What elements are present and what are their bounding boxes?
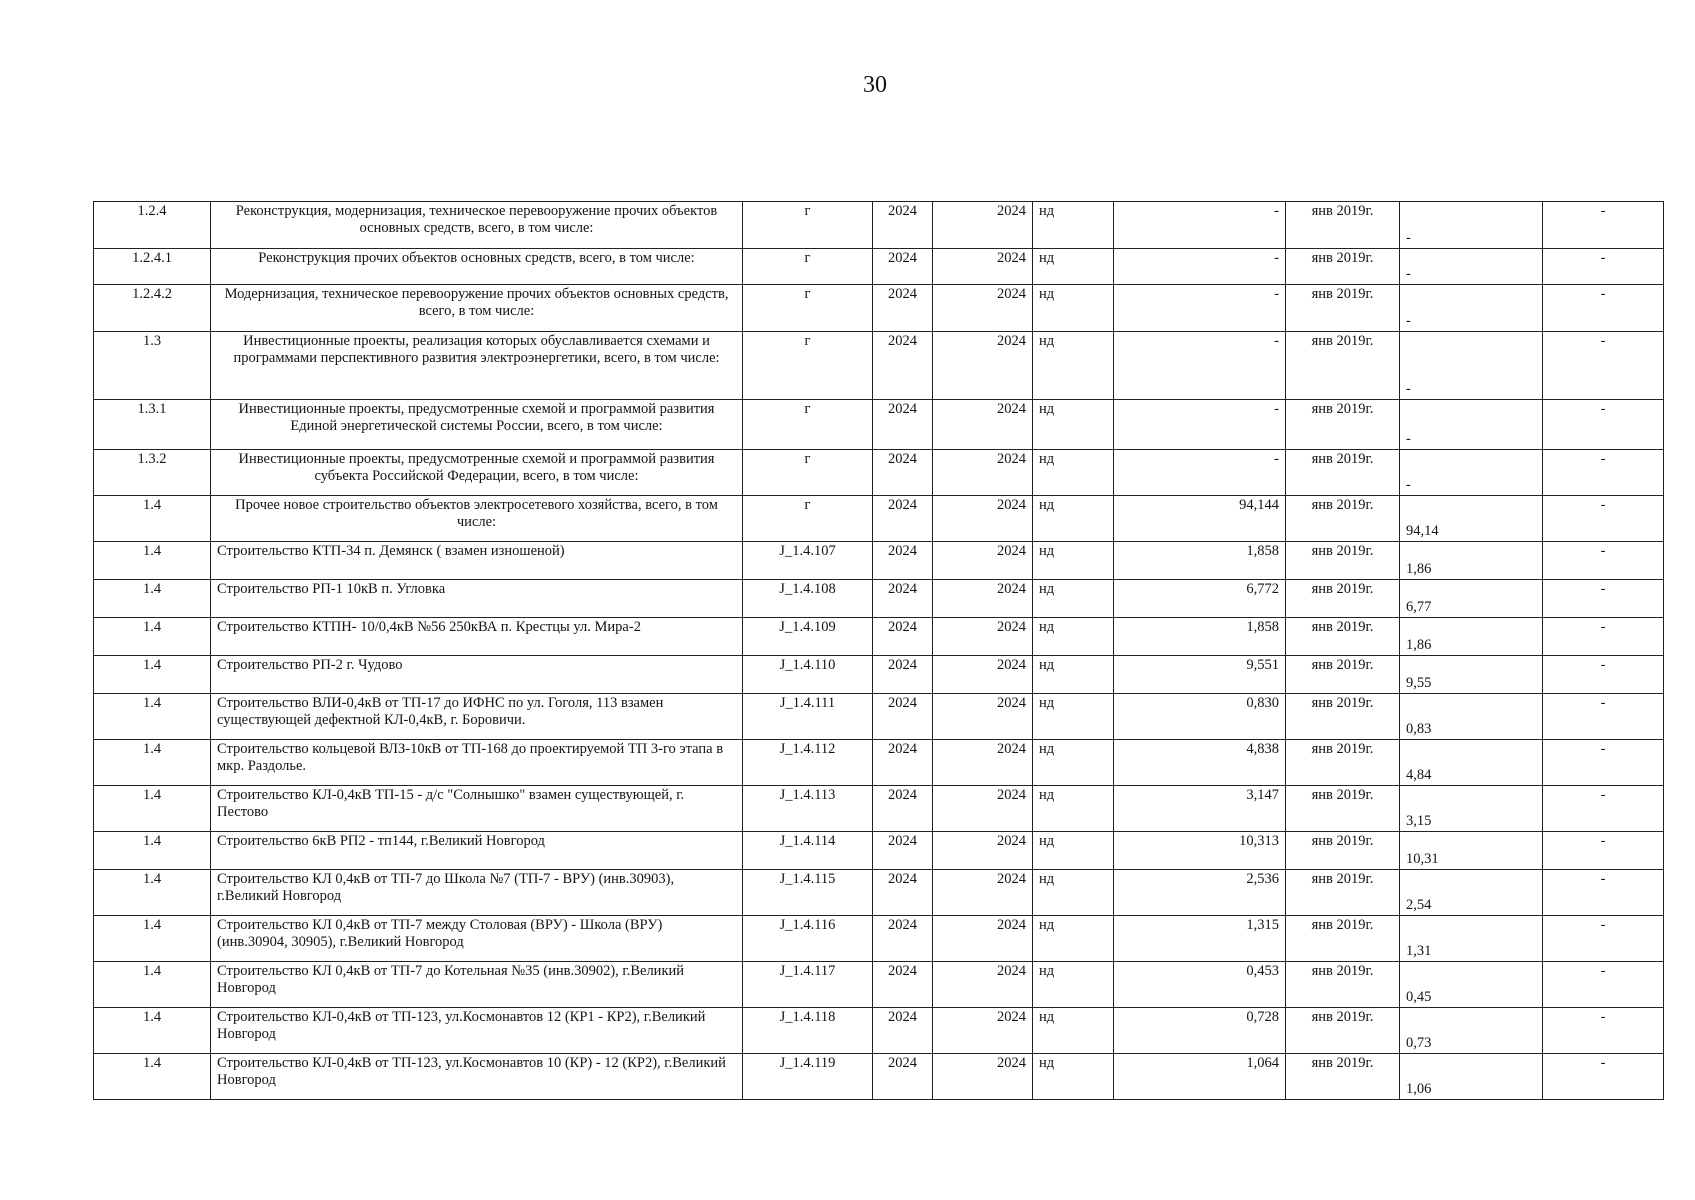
project-name: Прочее новое строительство объектов электросетевого хозяйства, всего, в том числе: [211,496,743,542]
project-name: Реконструкция, модернизация, техническое перевооружение прочих объектов основных средств, всего, в том числе: [211,202,743,249]
cost-rounded-text: - [1406,381,1411,397]
price-date: янв 2019г. [1286,202,1400,249]
start-year: 2024 [873,496,933,542]
end-year: 2024 [933,962,1033,1008]
end-year: 2024 [933,740,1033,786]
extra-value: - [1543,1008,1664,1054]
extra-value: - [1543,400,1664,450]
extra-value: - [1543,832,1664,870]
cost-rounded [1400,656,1543,694]
cost-rounded-text: 2,54 [1406,897,1432,913]
price-date: янв 2019г. [1286,832,1400,870]
project-code: г [743,496,873,542]
end-year: 2024 [933,400,1033,450]
project-name: Строительство КЛ-0,4кВ от ТП-123, ул.Космонавтов 10 (КР) - 12 (КР2), г.Великий Новгород [211,1054,743,1100]
cost-value: 0,830 [1114,694,1286,740]
cost-rounded [1400,694,1543,740]
price-date: янв 2019г. [1286,1054,1400,1100]
price-date: янв 2019г. [1286,786,1400,832]
nd-status: нд [1033,332,1114,400]
nd-status: нд [1033,400,1114,450]
project-name: Инвестиционные проекты, реализация которых обуславливается схемами и программами перспективного развития электроэнергетики, всего, в том числе: [211,332,743,400]
investment-projects-table [93,201,1664,1100]
cost-rounded [1400,496,1543,542]
project-code: г [743,332,873,400]
cost-rounded-text: 1,86 [1406,637,1432,653]
cost-rounded-text: 9,55 [1406,675,1432,691]
end-year: 2024 [933,618,1033,656]
extra-value: - [1543,694,1664,740]
cost-rounded-text: 3,15 [1406,813,1432,829]
table-row [94,202,1664,249]
cost-value: 0,728 [1114,1008,1286,1054]
cost-rounded-text: 0,83 [1406,721,1432,737]
extra-value: - [1543,740,1664,786]
end-year: 2024 [933,870,1033,916]
project-name: Строительство 6кВ РП2 - тп144, г.Великий Новгород [211,832,743,870]
row-number: 1.4 [94,496,211,542]
nd-status: нд [1033,202,1114,249]
start-year: 2024 [873,542,933,580]
end-year: 2024 [933,332,1033,400]
project-code: J_1.4.114 [743,832,873,870]
end-year: 2024 [933,580,1033,618]
cost-value: 1,858 [1114,542,1286,580]
project-name: Строительство КЛ 0,4кВ от ТП-7 до Школа №7 (ТП-7 - ВРУ) (инв.30903), г.Великий Новгород [211,870,743,916]
table-row [94,580,1664,618]
cost-rounded [1400,870,1543,916]
project-code: J_1.4.109 [743,618,873,656]
end-year: 2024 [933,916,1033,962]
table-row [94,1008,1664,1054]
row-number: 1.4 [94,1054,211,1100]
cost-rounded [1400,202,1543,249]
row-number: 1.4 [94,542,211,580]
project-code: J_1.4.117 [743,962,873,1008]
start-year: 2024 [873,786,933,832]
table-row [94,542,1664,580]
project-code: г [743,249,873,285]
project-code: J_1.4.110 [743,656,873,694]
row-number: 1.4 [94,916,211,962]
project-name: Строительство РП-1 10кВ п. Угловка [211,580,743,618]
row-number: 1.3.1 [94,400,211,450]
cost-rounded [1400,580,1543,618]
project-name: Строительство кольцевой ВЛЗ-10кВ от ТП-168 до проектируемой ТП 3-го этапа в мкр. Раздолье. [211,740,743,786]
table-row [94,832,1664,870]
row-number: 1.3.2 [94,450,211,496]
cost-value: - [1114,332,1286,400]
cost-rounded [1400,832,1543,870]
price-date: янв 2019г. [1286,542,1400,580]
extra-value: - [1543,656,1664,694]
project-name: Реконструкция прочих объектов основных средств, всего, в том числе: [211,249,743,285]
end-year: 2024 [933,450,1033,496]
project-code: г [743,285,873,332]
nd-status: нд [1033,962,1114,1008]
extra-value: - [1543,496,1664,542]
cost-rounded [1400,740,1543,786]
extra-value: - [1543,249,1664,285]
cost-value: - [1114,400,1286,450]
cost-value: - [1114,450,1286,496]
cost-rounded-text: 0,45 [1406,989,1432,1005]
end-year: 2024 [933,832,1033,870]
start-year: 2024 [873,285,933,332]
project-name: Строительство КЛ-0,4кВ ТП-15 - д/с "Солнышко" взамен существующей, г. Пестово [211,786,743,832]
table-row [94,400,1664,450]
end-year: 2024 [933,1008,1033,1054]
table-row [94,285,1664,332]
end-year: 2024 [933,496,1033,542]
project-name: Модернизация, техническое перевооружение прочих объектов основных средств, всего, в том числе: [211,285,743,332]
cost-rounded [1400,400,1543,450]
start-year: 2024 [873,1008,933,1054]
price-date: янв 2019г. [1286,400,1400,450]
project-code: J_1.4.113 [743,786,873,832]
cost-rounded [1400,962,1543,1008]
cost-rounded [1400,542,1543,580]
table-row [94,1054,1664,1100]
start-year: 2024 [873,332,933,400]
price-date: янв 2019г. [1286,656,1400,694]
project-name: Строительство КЛ-0,4кВ от ТП-123, ул.Космонавтов 12 (КР1 - КР2), г.Великий Новгород [211,1008,743,1054]
row-number: 1.4 [94,870,211,916]
cost-rounded-text: 1,06 [1406,1081,1432,1097]
row-number: 1.2.4 [94,202,211,249]
cost-value: 4,838 [1114,740,1286,786]
cost-rounded [1400,916,1543,962]
row-number: 1.4 [94,832,211,870]
cost-value: 0,453 [1114,962,1286,1008]
end-year: 2024 [933,694,1033,740]
start-year: 2024 [873,832,933,870]
table-body [94,202,1664,1100]
row-number: 1.4 [94,1008,211,1054]
cost-rounded-text: - [1406,266,1411,282]
table-row [94,694,1664,740]
cost-rounded-text: 4,84 [1406,767,1432,783]
project-code: J_1.4.118 [743,1008,873,1054]
table-row [94,656,1664,694]
start-year: 2024 [873,916,933,962]
start-year: 2024 [873,870,933,916]
table-row [94,786,1664,832]
cost-rounded-text: - [1406,313,1411,329]
price-date: янв 2019г. [1286,496,1400,542]
extra-value: - [1543,916,1664,962]
nd-status: нд [1033,694,1114,740]
price-date: янв 2019г. [1286,694,1400,740]
start-year: 2024 [873,202,933,249]
nd-status: нд [1033,870,1114,916]
cost-value: 9,551 [1114,656,1286,694]
table-row [94,450,1664,496]
cost-rounded [1400,332,1543,400]
start-year: 2024 [873,618,933,656]
cost-rounded-text: 1,86 [1406,561,1432,577]
price-date: янв 2019г. [1286,249,1400,285]
project-code: г [743,202,873,249]
table-row [94,618,1664,656]
cost-rounded-text: 1,31 [1406,943,1432,959]
start-year: 2024 [873,962,933,1008]
cost-value: - [1114,202,1286,249]
project-name: Строительство ВЛИ-0,4кВ от ТП-17 до ИФНС по ул. Гоголя, 113 взамен существующей дефектной КЛ-0,4кВ, г. Боровичи. [211,694,743,740]
table-row [94,249,1664,285]
project-code: J_1.4.115 [743,870,873,916]
project-code: J_1.4.119 [743,1054,873,1100]
cost-rounded-text: - [1406,230,1411,246]
cost-rounded-text: 94,14 [1406,523,1439,539]
extra-value: - [1543,1054,1664,1100]
extra-value: - [1543,870,1664,916]
table-row [94,962,1664,1008]
end-year: 2024 [933,542,1033,580]
nd-status: нд [1033,1008,1114,1054]
cost-rounded-text: 10,31 [1406,851,1439,867]
row-number: 1.4 [94,618,211,656]
cost-value: 94,144 [1114,496,1286,542]
project-name: Строительство КТПН- 10/0,4кВ №56 250кВА п. Крестцы ул. Мира-2 [211,618,743,656]
project-name: Строительство РП-2 г. Чудово [211,656,743,694]
cost-value: 10,313 [1114,832,1286,870]
start-year: 2024 [873,694,933,740]
price-date: янв 2019г. [1286,618,1400,656]
table-row [94,496,1664,542]
row-number: 1.3 [94,332,211,400]
cost-value: 1,315 [1114,916,1286,962]
table-row [94,740,1664,786]
cost-rounded-text: 6,77 [1406,599,1432,615]
nd-status: нд [1033,450,1114,496]
nd-status: нд [1033,656,1114,694]
table-row [94,332,1664,400]
nd-status: нд [1033,285,1114,332]
row-number: 1.4 [94,740,211,786]
cost-rounded [1400,1008,1543,1054]
project-code: J_1.4.112 [743,740,873,786]
extra-value: - [1543,542,1664,580]
table-row [94,916,1664,962]
nd-status: нд [1033,916,1114,962]
cost-value: - [1114,249,1286,285]
extra-value: - [1543,202,1664,249]
end-year: 2024 [933,786,1033,832]
row-number: 1.4 [94,656,211,694]
start-year: 2024 [873,400,933,450]
cost-value: - [1114,285,1286,332]
row-number: 1.4 [94,962,211,1008]
nd-status: нд [1033,618,1114,656]
cost-value: 2,536 [1114,870,1286,916]
end-year: 2024 [933,202,1033,249]
nd-status: нд [1033,496,1114,542]
end-year: 2024 [933,656,1033,694]
nd-status: нд [1033,786,1114,832]
price-date: янв 2019г. [1286,870,1400,916]
cost-rounded [1400,786,1543,832]
project-code: J_1.4.107 [743,542,873,580]
table-row [94,870,1664,916]
cost-rounded [1400,618,1543,656]
project-name: Инвестиционные проекты, предусмотренные схемой и программой развития Единой энергетической системы России, всего, в том числе: [211,400,743,450]
price-date: янв 2019г. [1286,580,1400,618]
nd-status: нд [1033,832,1114,870]
project-code: г [743,400,873,450]
row-number: 1.2.4.1 [94,249,211,285]
price-date: янв 2019г. [1286,285,1400,332]
row-number: 1.4 [94,694,211,740]
price-date: янв 2019г. [1286,916,1400,962]
price-date: янв 2019г. [1286,962,1400,1008]
nd-status: нд [1033,249,1114,285]
project-code: J_1.4.108 [743,580,873,618]
price-date: янв 2019г. [1286,450,1400,496]
nd-status: нд [1033,580,1114,618]
cost-rounded [1400,450,1543,496]
extra-value: - [1543,332,1664,400]
cost-rounded [1400,285,1543,332]
project-name: Строительство КТП-34 п. Демянск ( взамен изношеной) [211,542,743,580]
row-number: 1.4 [94,786,211,832]
price-date: янв 2019г. [1286,740,1400,786]
extra-value: - [1543,580,1664,618]
cost-rounded-text: - [1406,477,1411,493]
start-year: 2024 [873,450,933,496]
project-name: Строительство КЛ 0,4кВ от ТП-7 между Столовая (ВРУ) - Школа (ВРУ) (инв.30904, 30905), г.Великий Новгород [211,916,743,962]
end-year: 2024 [933,1054,1033,1100]
nd-status: нд [1033,740,1114,786]
start-year: 2024 [873,580,933,618]
project-name: Строительство КЛ 0,4кВ от ТП-7 до Котельная №35 (инв.30902), г.Великий Новгород [211,962,743,1008]
cost-rounded-text: - [1406,431,1411,447]
cost-value: 6,772 [1114,580,1286,618]
extra-value: - [1543,618,1664,656]
extra-value: - [1543,450,1664,496]
cost-value: 1,858 [1114,618,1286,656]
end-year: 2024 [933,249,1033,285]
cost-value: 1,064 [1114,1054,1286,1100]
project-code: J_1.4.111 [743,694,873,740]
price-date: янв 2019г. [1286,332,1400,400]
cost-value: 3,147 [1114,786,1286,832]
extra-value: - [1543,786,1664,832]
cost-rounded [1400,1054,1543,1100]
project-code: г [743,450,873,496]
project-name: Инвестиционные проекты, предусмотренные схемой и программой развития субъекта Российской Федерации, всего, в том числе: [211,450,743,496]
row-number: 1.2.4.2 [94,285,211,332]
nd-status: нд [1033,1054,1114,1100]
row-number: 1.4 [94,580,211,618]
cost-rounded-text: 0,73 [1406,1035,1432,1051]
end-year: 2024 [933,285,1033,332]
project-code: J_1.4.116 [743,916,873,962]
extra-value: - [1543,962,1664,1008]
extra-value: - [1543,285,1664,332]
nd-status: нд [1033,542,1114,580]
page-number: 30 [863,72,887,98]
start-year: 2024 [873,740,933,786]
start-year: 2024 [873,249,933,285]
price-date: янв 2019г. [1286,1008,1400,1054]
start-year: 2024 [873,656,933,694]
start-year: 2024 [873,1054,933,1100]
cost-rounded [1400,249,1543,285]
